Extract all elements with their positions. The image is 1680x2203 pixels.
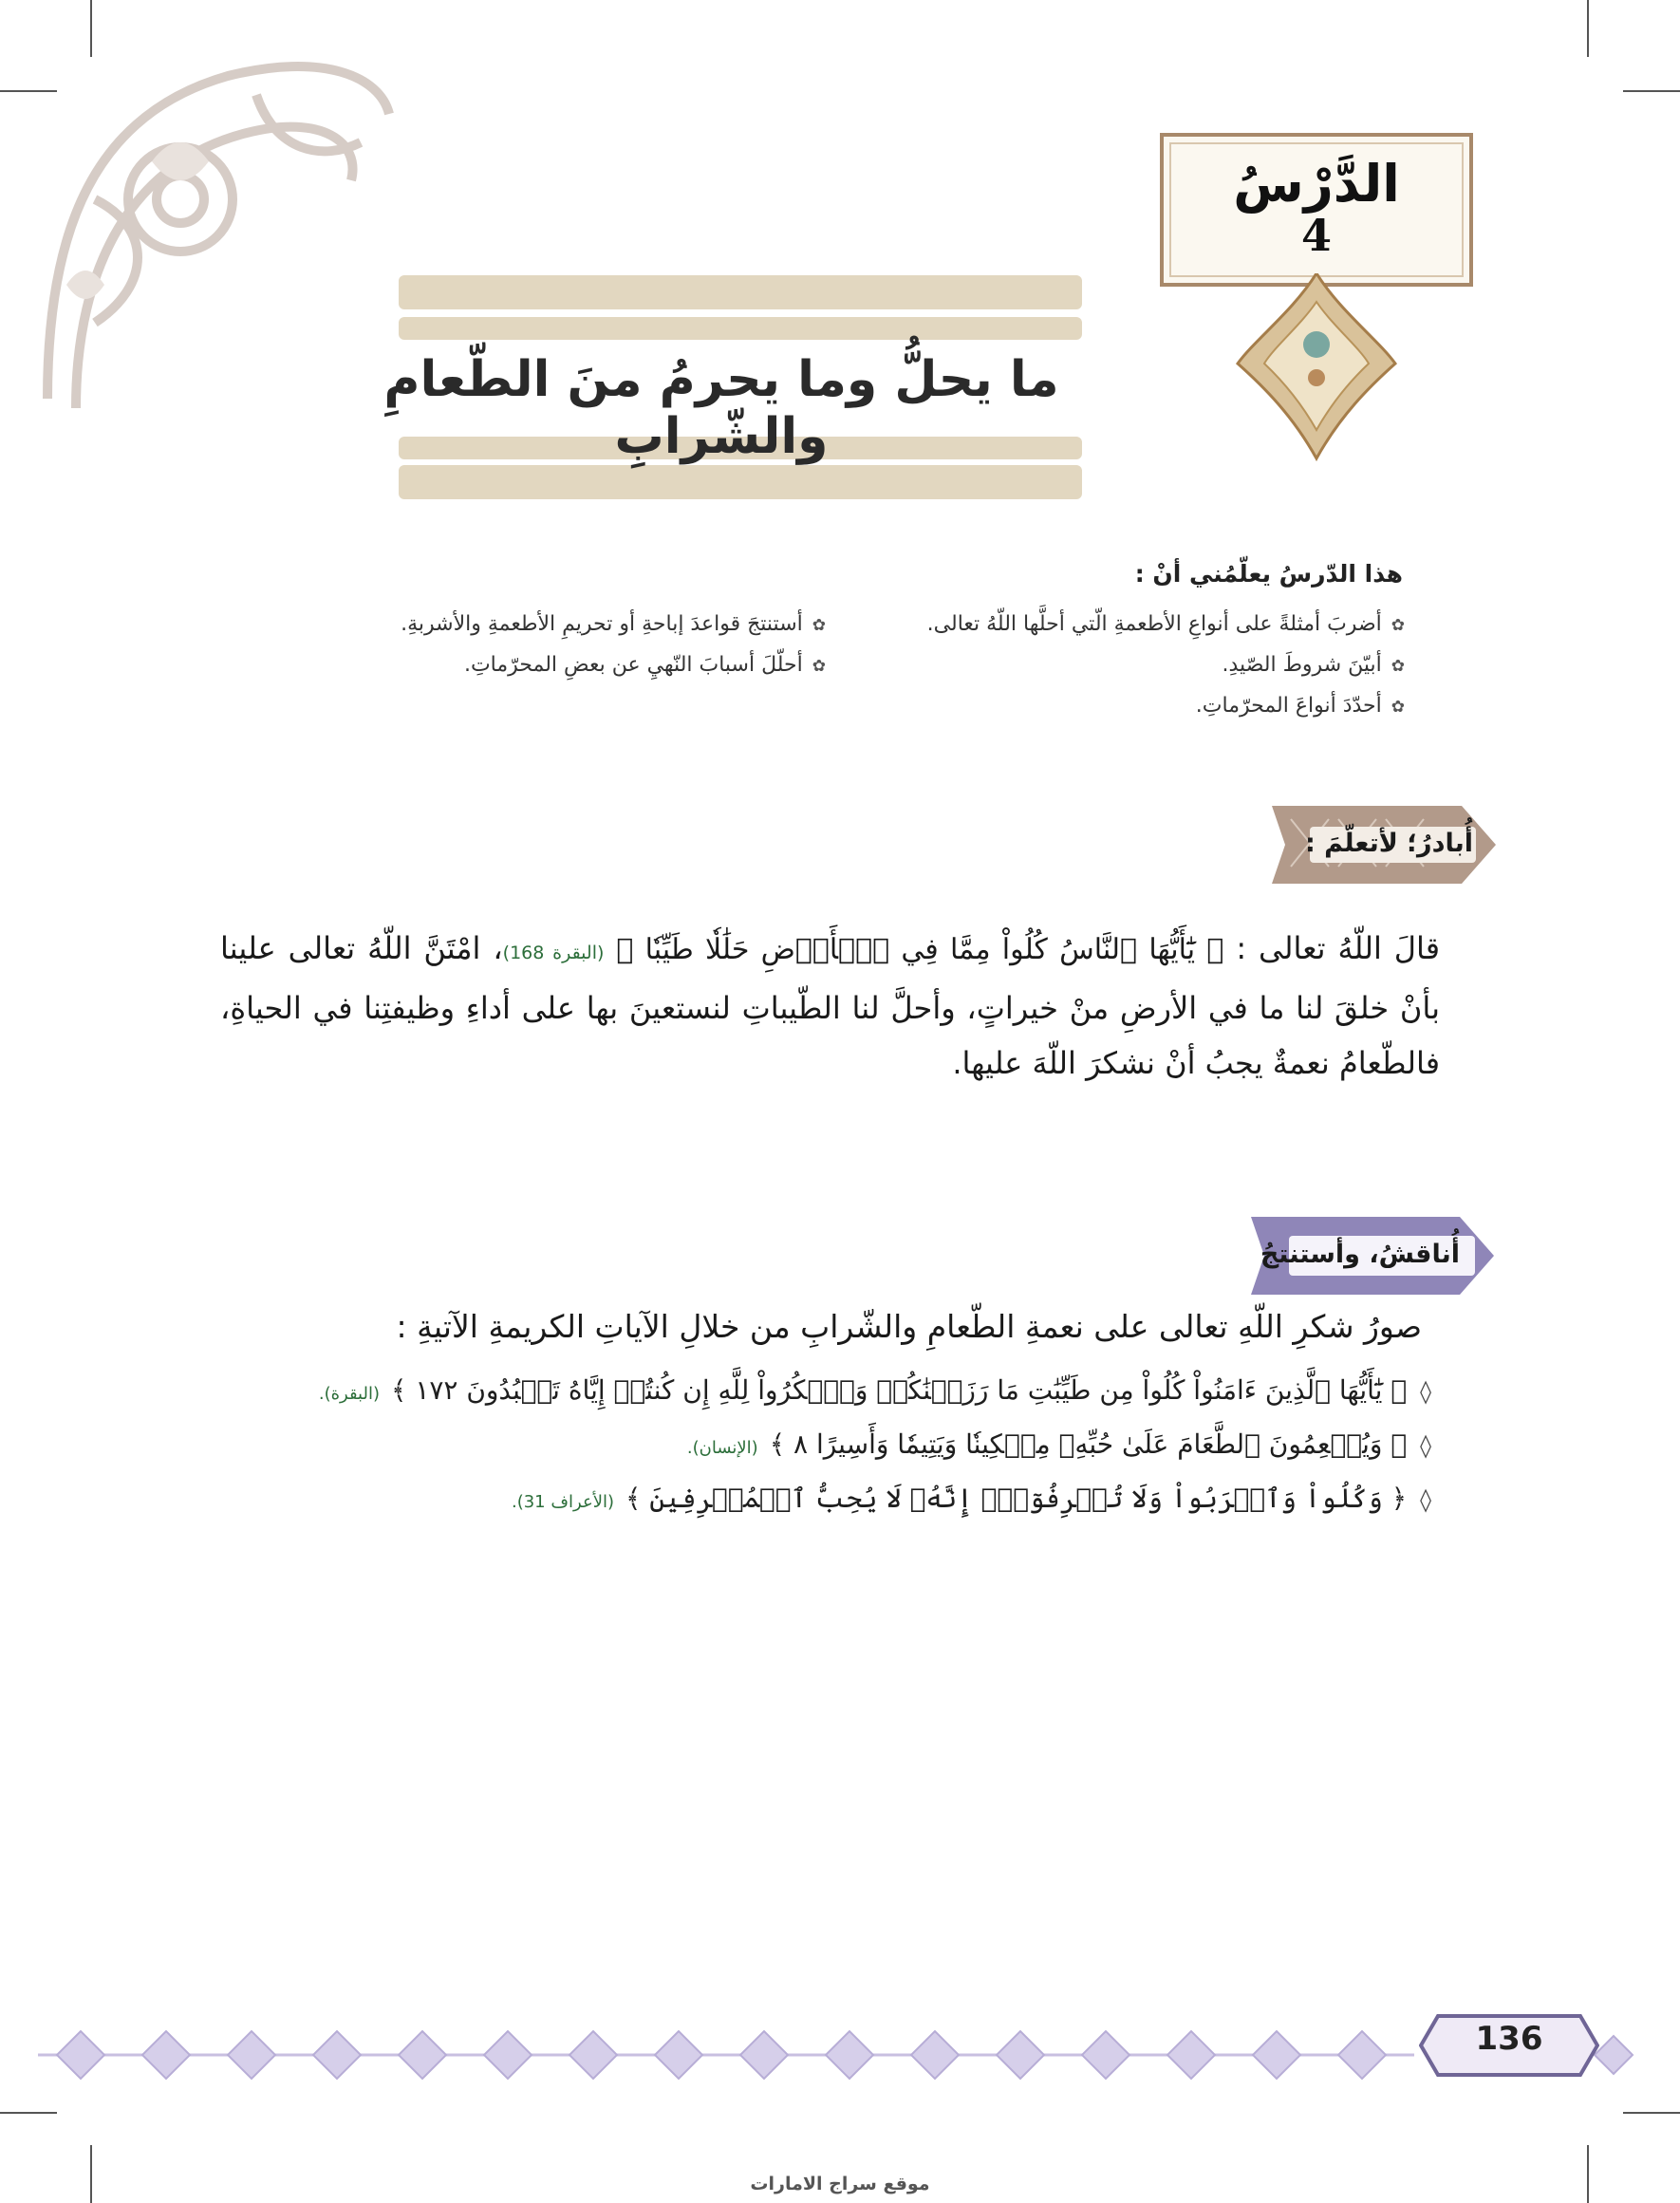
medallion-ornament xyxy=(1236,273,1397,463)
crop-mark xyxy=(1587,0,1589,57)
verses-list xyxy=(197,1363,1431,1525)
flower-bullet-icon: ✿ xyxy=(812,657,826,676)
lesson-label: الدَّرْسُ xyxy=(1233,154,1400,214)
diamond-bullet-icon: ◊ xyxy=(1420,1486,1431,1513)
flower-bullet-icon: ✿ xyxy=(1391,616,1405,635)
intro-lead: قالَ اللّهُ تعالى : xyxy=(1236,930,1441,966)
footer-ornament-band xyxy=(38,2012,1642,2098)
banner-strip xyxy=(399,465,1082,499)
flower-bullet-icon: ✿ xyxy=(812,616,826,635)
intro-verse: ﴿ يَٰٓأَيُّهَا ٱلنَّاسُ كُلُواْ مِمَّا فِي ٱلۡأَرۡضِ حَلَٰلٗا طَيِّبٗا ﴾ xyxy=(616,933,1224,966)
discuss-prompt: صورُ شكرِ اللّهِ تعالى على نعمةِ الطّعامِ والشّرابِ من خلالِ الآياتِ الكريمةِ الآتيةِ : xyxy=(396,1308,1422,1345)
objectives-list-right xyxy=(835,604,1405,726)
verse-item: ◊﴿ يَٰٓأَيُّهَا ٱلَّذِينَ ءَامَنُواْ كُلُواْ مِن طَيِّبَٰتِ مَا رَزَقۡنَٰكُمۡ وَٱشۡكُرُواْ لِلَّهِ إِن كُنتُمۡ إِيَّاهُ تَعۡبُدُونَ ١٧٢ ﴾(البقرة). xyxy=(318,1374,1431,1406)
crop-mark xyxy=(1623,2112,1680,2114)
flower-bullet-icon: ✿ xyxy=(1391,698,1405,717)
intro-body: ، امْتَنَّ اللّهُ تعالى علينا بأنْ خلقَ لنا ما في الأرضِ منْ خيراتٍ، وأحلَّ لنا الطّيباتِ لنستعينَ بها على أداءِ وظيفتِنا في الحياةِ، فالطّعامُ نعمةٌ يجبُ أنْ نشكرَ اللّهَ عليها. xyxy=(220,930,1440,1081)
crop-mark xyxy=(0,2112,57,2114)
intro-verse-ref: (البقرة 168) xyxy=(502,943,605,963)
verse-item: ◊﴿ وَكُلُواْ وَٱشۡرَبُواْ وَلَا تُسۡرِفُوٓاْۚ إِنَّهُۥ لَا يُحِبُّ ٱلۡمُسۡرِفِينَ ﴾(الأعراف 31). xyxy=(511,1483,1431,1514)
objectives-heading: هذا الدّرسُ يعلّمُني أنْ : xyxy=(1134,560,1403,588)
objective-item: ✿أستنتجَ قواعدَ إباحةِ أو تحريمِ الأطعمةِ والأشربةِ. xyxy=(401,612,826,636)
intro-paragraph xyxy=(220,921,1440,1091)
objective-item: ✿أحدّدَ أنواعَ المحرّماتِ. xyxy=(1195,694,1405,718)
page-title: ما يحلُّ وما يحرمُ منَ الطّعامِ والشّرابِ xyxy=(383,351,1059,465)
lesson-number: 4 xyxy=(1300,210,1332,261)
banner-strip xyxy=(399,317,1082,340)
footer-site-name: موقع سراج الامارات xyxy=(750,2174,930,2194)
banner-strip xyxy=(399,275,1082,309)
crop-mark xyxy=(90,2145,92,2203)
objectives-list-left xyxy=(332,604,826,685)
section-learn-label: أُبادرُ؛ لأتعلّمَ : xyxy=(1304,829,1473,858)
crop-mark xyxy=(1587,2145,1589,2203)
crop-mark xyxy=(1623,90,1680,92)
flower-bullet-icon: ✿ xyxy=(1391,657,1405,676)
verse-item: ◊﴿ وَيُطۡعِمُونَ ٱلطَّعَامَ عَلَىٰ حُبِّهِۦ مِسۡكِينٗا وَيَتِيمٗا وَأَسِيرًا ٨ ﴾(الإنسان). xyxy=(686,1428,1431,1460)
objective-item: ✿أبيّنَ شروطَ الصّيدِ. xyxy=(1222,653,1405,677)
page-number: 136 xyxy=(1475,2020,1543,2058)
lesson-number-box xyxy=(1160,133,1473,287)
diamond-bullet-icon: ◊ xyxy=(1420,1378,1431,1405)
diamond-bullet-icon: ◊ xyxy=(1420,1432,1431,1459)
objective-item: ✿أضربَ أمثلةً على أنواعِ الأطعمةِ الّتي أحلَّها اللّهُ تعالى. xyxy=(926,612,1405,636)
objective-item: ✿أحلّلَ أسبابَ النّهيِ عن بعضِ المحرّماتِ. xyxy=(463,653,826,677)
section-discuss-label: أُناقشُ، وأستنتجُ xyxy=(1260,1240,1460,1269)
